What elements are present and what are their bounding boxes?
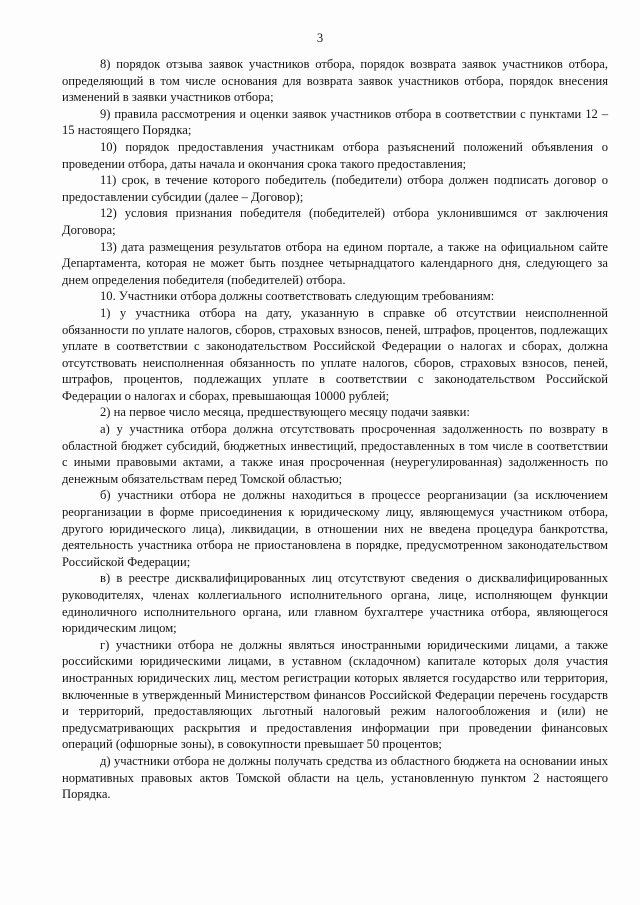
paragraph-subitem-g-foreign-entities: г) участники отбора не должны являться иностранными юридическими лицами, а также российскими юридическими лицами, в уставном (складочном) капитале которых доля участия иностранных юридических лиц, местом регистрации которых является государство или территория, включенные в утвержденный Министерством финансов Российской Федерации перечень государств и территорий, предоставляющих льготный налоговый режим налогообложения и (или) не предусматривающих раскрытия и предоставления информации при проведении финансовых операций (офшорные зоны), в совокупности превышает 50 процентов;: [62, 637, 608, 752]
paragraph-subitem-a-overdue-debt: а) у участника отбора должна отсутствовать просроченная задолженность по возврату в областной бюджет субсидий, бюджетных инвестиций, предоставленных в том числе в соответствии с иными правовыми актами, а также иная просроченная (неурегулированная) задолженность по денежным обязательствам перед Томской областью;: [62, 422, 608, 486]
paragraph-item-12-evasion-conditions: 12) условия признания победителя (победителей) отбора уклонившимся от заключения Договора;: [62, 206, 608, 237]
paragraph-requirement-2-intro: 2) на первое число месяца, предшествующего месяцу подачи заявки:: [100, 405, 470, 420]
paragraph-subitem-d-other-funding: д) участники отбора не должны получать средства из областного бюджета на основании иных нормативных правовых актов Томской области на цель, установленную пунктом 2 настоящего Порядка.: [62, 753, 608, 802]
paragraph-section-10-requirements: 10. Участники отбора должны соответствовать следующим требованиям:: [100, 289, 495, 304]
paragraph-item-8-withdrawal-procedure: 8) порядок отзыва заявок участников отбора, порядок возврата заявок участников отбора, определяющий в том числе основания для возврата заявок участников отбора, порядок внесения изменений в заявки участников отбора;: [62, 57, 608, 105]
paragraph-item-13-results-publication: 13) дата размещения результатов отбора на едином портале, а также на официальном сайте Департамента, которая не может быть позднее четырнадцатого календарного дня, следующего за днем определения победителя (победителей) отбора.: [62, 239, 608, 287]
paragraph-requirement-1-tax-obligations: 1) у участника отбора на дату, указанную в справке об отсутствии неисполненной обязанности по уплате налогов, сборов, страховых взносов, пеней, штрафов, процентов, подлежащих уплате в соответствии с законодательством Российской Федерации о налогах и сборах, должна отсутствовать неисполненная обязанность по уплате налогов, сборов, страховых взносов, пеней, штрафов, процентов, подлежащих уплате в соответствии с законодательством Российской Федерации о налогах и сборах, превышающая 10000 рублей;: [62, 305, 608, 403]
paragraph-item-9-evaluation-rules: 9) правила рассмотрения и оценки заявок участников отбора в соответствии с пунктами 12 – 15 настоящего Порядка;: [62, 106, 608, 138]
paragraph-item-11-signing-deadline: 11) срок, в течение которого победитель (победители) отбора должен подписать договор о предоставлении субсидии (далее – Договор);: [62, 173, 608, 204]
paragraph-subitem-v-disqualified-persons: в) в реестре дисквалифицированных лиц отсутствуют сведения о дисквалифицированных руководителях, членах коллегиального исполнительного органа, лице, исполняющем функции единоличного исполнительного органа, или главном бухгалтере участника отбора, являющегося юридическим лицом;: [62, 571, 608, 636]
document-body: [62, 56, 608, 803]
paragraph-subitem-b-reorganization: б) участники отбора не должны находиться в процессе реорганизации (за исключением реорганизации в форме присоединения к юридическому лицу, являющемуся участником отбора, другого юридического лица), ликвидации, в отношении них не введена процедура банкротства, деятельность участника отбора не приостановлена в порядке, предусмотренном законодательством Российской Федерации;: [62, 488, 608, 569]
paragraph-item-10-clarifications: 10) порядок предоставления участникам отбора разъяснений положений объявления о проведении отбора, даты начала и окончания срока такого предоставления;: [62, 139, 608, 171]
page-number: 3: [316, 31, 324, 45]
